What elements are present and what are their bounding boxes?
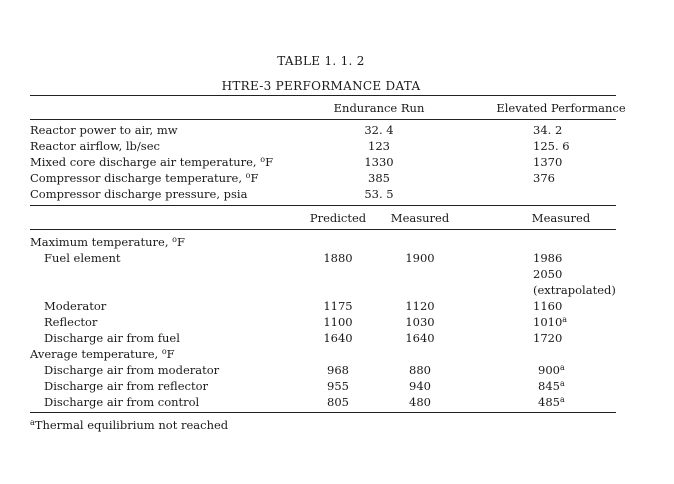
max-temp-heading: Maximum temperature, $^o$F	[30, 235, 185, 249]
row-label-discharge-air-control: Discharge air from control	[44, 395, 200, 409]
row-label-reflector: Reflector	[44, 315, 98, 329]
cell-predicted-discharge-air-reflector: 955	[327, 379, 349, 393]
cell-elevated-discharge-air-control: 485$^a$	[538, 395, 565, 409]
cell-measured-moderator: 1120	[405, 299, 435, 313]
row-label-fuel-element: Fuel element	[44, 251, 121, 265]
cell-predicted-fuel-element: 1880	[323, 251, 353, 265]
cell-elevated-moderator: 1160	[533, 299, 563, 313]
cell-elevated-discharge-air-reflector: 845$^a$	[538, 379, 565, 393]
row-label-reactor-power: Reactor power to air, mw	[30, 123, 178, 137]
cell-measured-discharge-air-reflector: 940	[409, 379, 431, 393]
cell-endurance-reactor-airflow: 123	[368, 139, 390, 153]
cell-measured-reflector: 1030	[405, 315, 435, 329]
section-rule	[30, 205, 616, 206]
cell-predicted-discharge-air-control: 805	[327, 395, 349, 409]
table-title: HTRE-3 PERFORMANCE DATA	[221, 79, 421, 93]
cell-elevated-discharge-air-moderator: 900$^a$	[538, 363, 565, 377]
cell-measured-discharge-air-moderator: 880	[409, 363, 431, 377]
cell-measured-discharge-air-control: 480	[409, 395, 431, 409]
table-number: TABLE 1. 1. 2	[277, 54, 365, 68]
cell-predicted-discharge-air-moderator: 968	[327, 363, 349, 377]
avg-temp-heading: Average temperature, $^o$F	[30, 347, 175, 361]
cell-elevated-reactor-airflow: 125. 6	[533, 139, 570, 153]
cell-measured-fuel-element: 1900	[405, 251, 435, 265]
row-label-compressor-discharge-temp: Compressor discharge temperature, $^o$F	[30, 171, 259, 185]
section2-header-rule	[30, 229, 616, 230]
row-label-mixed-core-discharge: Mixed core discharge air temperature, $^o$F	[30, 155, 274, 169]
col-header-measured: Measured	[390, 211, 450, 225]
cell-endurance-compressor-discharge-pressure: 53. 5	[364, 187, 394, 201]
col-header-endurance-run: Endurance Run	[333, 101, 425, 115]
col-header-elevated-measured: Measured	[531, 211, 591, 225]
cell-predicted-reflector: 1100	[323, 315, 353, 329]
row-label-discharge-air-reflector: Discharge air from reflector	[44, 379, 209, 393]
cell-measured-discharge-air-fuel: 1640	[405, 331, 435, 345]
cell-elevated-fuel-element-2: 2050	[533, 267, 563, 281]
row-label-discharge-air-moderator: Discharge air from moderator	[44, 363, 220, 377]
cell-elevated-fuel-element-3: (extrapolated)	[533, 283, 616, 297]
cell-elevated-compressor-discharge-temp: 376	[533, 171, 555, 185]
row-label-discharge-air-fuel: Discharge air from fuel	[44, 331, 180, 345]
row-label-compressor-discharge-pressure: Compressor discharge pressure, psia	[30, 187, 248, 201]
bottom-rule	[30, 412, 616, 413]
cell-endurance-compressor-discharge-temp: 385	[368, 171, 390, 185]
cell-elevated-mixed-core-discharge: 1370	[533, 155, 563, 169]
cell-predicted-discharge-air-fuel: 1640	[323, 331, 353, 345]
cell-endurance-reactor-power: 32. 4	[364, 123, 394, 137]
cell-predicted-moderator: 1175	[323, 299, 353, 313]
cell-endurance-mixed-core-discharge: 1330	[364, 155, 394, 169]
row-label-reactor-airflow: Reactor airflow, lb/sec	[30, 139, 160, 153]
cell-elevated-reflector: 1010$^a$	[533, 315, 568, 329]
footnote: $^a$Thermal equilibrium not reached	[30, 418, 229, 432]
cell-elevated-reactor-power: 34. 2	[533, 123, 563, 137]
col-header-predicted: Predicted	[309, 211, 367, 225]
row-label-moderator: Moderator	[44, 299, 107, 313]
top-rule	[30, 95, 616, 96]
col-header-elevated-performance: Elevated Performance	[496, 101, 626, 115]
header-rule	[30, 119, 616, 120]
cell-elevated-discharge-air-fuel: 1720	[533, 331, 563, 345]
cell-elevated-fuel-element-1: 1986	[533, 251, 563, 265]
